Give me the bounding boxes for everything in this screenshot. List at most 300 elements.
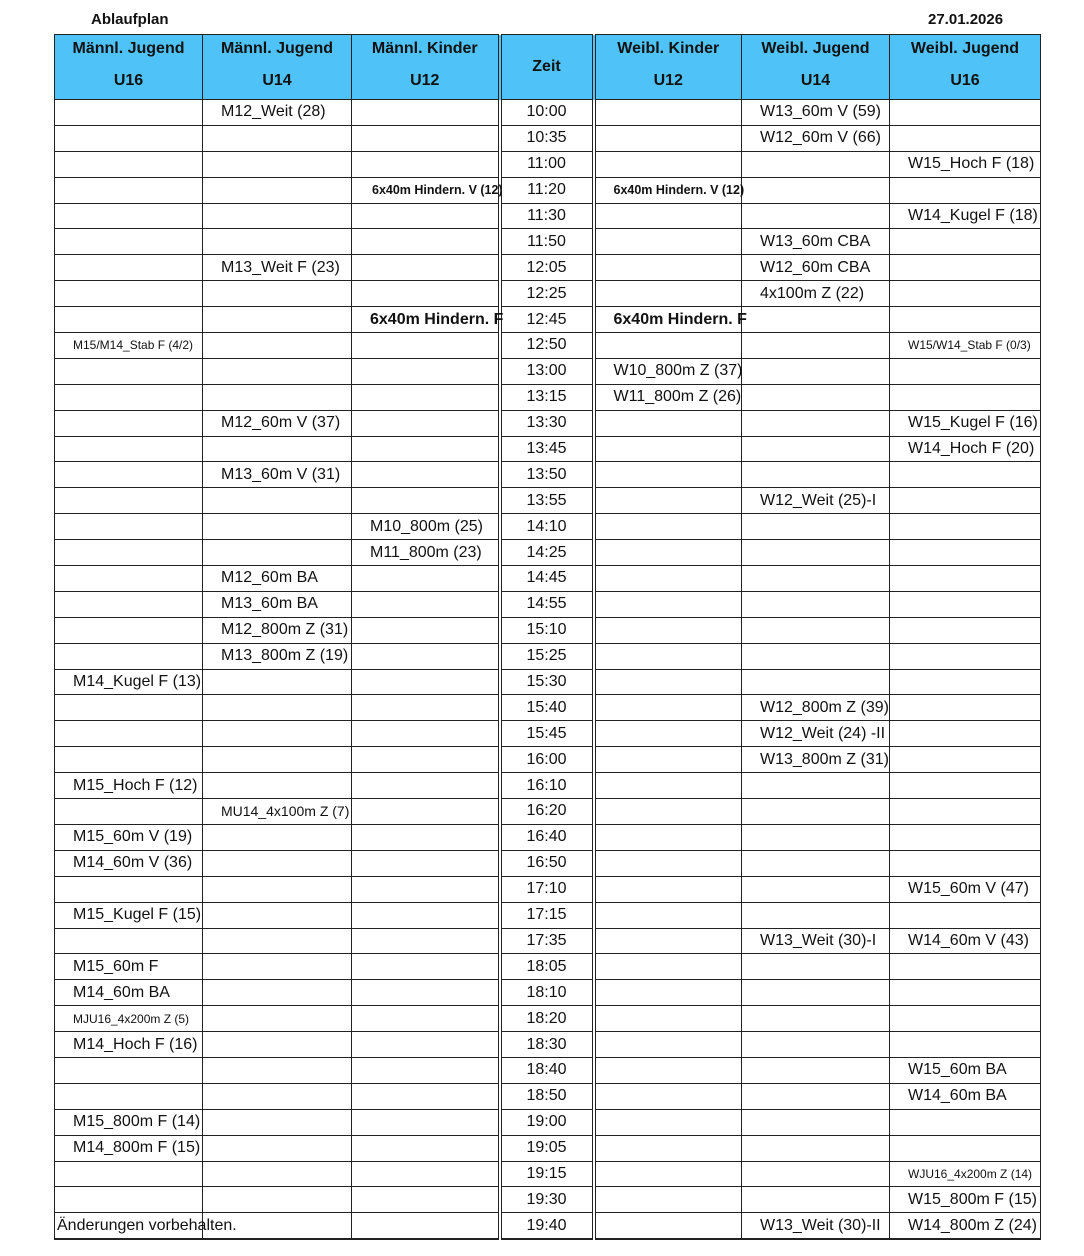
event-cell	[594, 203, 742, 229]
event-cell	[203, 384, 352, 410]
event-cell: M14_60m BA	[55, 980, 203, 1006]
column-header-age: U12	[410, 72, 440, 89]
event-cell	[594, 876, 742, 902]
time-cell: 15:40	[500, 695, 594, 721]
event-cell	[742, 436, 890, 462]
event-cell	[203, 928, 352, 954]
event-cell: M15_Kugel F (15)	[55, 902, 203, 928]
time-cell: 10:00	[500, 100, 594, 126]
table-row	[55, 203, 1041, 229]
event-cell	[203, 1109, 352, 1135]
event-cell	[352, 1057, 500, 1083]
event-cell	[742, 773, 890, 799]
table-row	[55, 125, 1041, 151]
event-cell	[742, 1187, 890, 1213]
event-cell	[352, 255, 500, 281]
table-row	[55, 229, 1041, 255]
event-cell	[594, 591, 742, 617]
time-cell: 14:45	[500, 566, 594, 592]
event-cell	[890, 721, 1041, 747]
table-row	[55, 617, 1041, 643]
event-cell	[352, 229, 500, 255]
event-cell	[203, 125, 352, 151]
event-cell	[55, 177, 203, 203]
time-cell: 12:25	[500, 281, 594, 307]
event-cell	[890, 773, 1041, 799]
time-cell: 16:10	[500, 773, 594, 799]
event-cell	[742, 643, 890, 669]
column-header-group: Männl. Jugend	[72, 40, 185, 57]
event-cell	[742, 617, 890, 643]
event-cell: W12_60m V (66)	[742, 125, 890, 151]
time-cell: 15:10	[500, 617, 594, 643]
event-cell	[594, 928, 742, 954]
time-cell: 18:50	[500, 1083, 594, 1109]
event-cell	[352, 1006, 500, 1032]
event-cell	[890, 824, 1041, 850]
time-cell: 12:45	[500, 307, 594, 333]
event-cell	[890, 514, 1041, 540]
event-cell	[890, 954, 1041, 980]
event-cell	[742, 203, 890, 229]
event-cell	[352, 1135, 500, 1161]
event-cell	[203, 514, 352, 540]
event-cell	[890, 462, 1041, 488]
event-cell	[594, 902, 742, 928]
event-cell	[55, 721, 203, 747]
event-cell	[55, 229, 203, 255]
event-cell: MJU16_4x200m Z (5)	[55, 1006, 203, 1032]
column-header-group: Männl. Kinder	[371, 40, 478, 57]
table-row	[55, 643, 1041, 669]
table-row	[55, 721, 1041, 747]
event-cell	[352, 410, 500, 436]
column-header-age: U12	[653, 72, 683, 89]
event-cell: W13_Weit (30)-I	[742, 928, 890, 954]
event-cell	[203, 1161, 352, 1187]
event-cell	[890, 281, 1041, 307]
event-cell	[203, 721, 352, 747]
time-cell: 12:05	[500, 255, 594, 281]
plan-date: 27.01.2026	[928, 11, 1004, 28]
table-row	[55, 358, 1041, 384]
event-cell: W10_800m Z (37)	[594, 358, 742, 384]
table-row	[55, 100, 1041, 126]
event-cell: W14_Hoch F (20)	[890, 436, 1041, 462]
table-row	[55, 151, 1041, 177]
table-row	[55, 1032, 1041, 1058]
table-row	[55, 333, 1041, 359]
event-cell: W13_60m V (59)	[742, 100, 890, 126]
event-cell	[55, 591, 203, 617]
event-cell	[890, 100, 1041, 126]
event-cell: W13_Weit (30)-II	[742, 1213, 890, 1239]
event-cell	[352, 566, 500, 592]
table-row	[55, 255, 1041, 281]
time-cell: 13:45	[500, 436, 594, 462]
event-cell	[742, 384, 890, 410]
schedule-table	[54, 34, 1041, 1240]
event-cell	[594, 1109, 742, 1135]
table-row	[55, 514, 1041, 540]
event-cell	[55, 410, 203, 436]
event-cell	[203, 747, 352, 773]
event-cell: W15_Hoch F (18)	[890, 151, 1041, 177]
event-cell	[352, 384, 500, 410]
table-row	[55, 436, 1041, 462]
time-cell: 19:05	[500, 1135, 594, 1161]
event-cell: W12_Weit (24) -II	[742, 721, 890, 747]
event-cell	[890, 1135, 1041, 1161]
event-cell	[55, 876, 203, 902]
event-cell	[55, 1057, 203, 1083]
time-cell: 18:10	[500, 980, 594, 1006]
table-row	[55, 410, 1041, 436]
column-header-age: U14	[262, 72, 292, 89]
column-header-zeit	[500, 35, 594, 100]
table-row	[55, 177, 1041, 203]
event-cell: M15_800m F (14)	[55, 1109, 203, 1135]
event-cell	[890, 799, 1041, 825]
event-cell: M11_800m (23)	[352, 540, 500, 566]
event-cell: W12_60m CBA	[742, 255, 890, 281]
event-cell: W14_800m Z (24)	[890, 1213, 1041, 1239]
time-cell: 15:45	[500, 721, 594, 747]
event-cell: W15_800m F (15)	[890, 1187, 1041, 1213]
event-cell: W14_60m BA	[890, 1083, 1041, 1109]
event-cell	[203, 773, 352, 799]
event-cell: M13_Weit F (23)	[203, 255, 352, 281]
event-cell	[742, 358, 890, 384]
event-cell	[352, 928, 500, 954]
event-cell	[742, 1135, 890, 1161]
event-cell	[203, 488, 352, 514]
event-cell	[890, 617, 1041, 643]
event-cell	[742, 1057, 890, 1083]
time-cell: 14:25	[500, 540, 594, 566]
event-cell	[890, 695, 1041, 721]
event-cell	[594, 281, 742, 307]
event-cell: W15_60m BA	[890, 1057, 1041, 1083]
event-cell	[352, 1109, 500, 1135]
event-cell	[55, 151, 203, 177]
event-cell: M15_Hoch F (12)	[55, 773, 203, 799]
event-cell	[203, 1006, 352, 1032]
event-cell	[203, 540, 352, 566]
event-cell	[203, 177, 352, 203]
table-row	[55, 307, 1041, 333]
event-cell	[594, 125, 742, 151]
event-cell	[742, 954, 890, 980]
event-cell	[203, 980, 352, 1006]
event-cell	[352, 1187, 500, 1213]
event-cell	[742, 1109, 890, 1135]
event-cell	[742, 902, 890, 928]
event-cell	[352, 980, 500, 1006]
table-row	[55, 1161, 1041, 1187]
event-cell	[203, 954, 352, 980]
event-cell	[594, 229, 742, 255]
event-cell	[203, 151, 352, 177]
time-cell: 16:00	[500, 747, 594, 773]
event-cell	[594, 1187, 742, 1213]
table-row	[55, 747, 1041, 773]
time-cell: 14:55	[500, 591, 594, 617]
column-header-group: Weibl. Jugend	[910, 40, 1020, 57]
table-row	[55, 824, 1041, 850]
event-cell	[203, 1135, 352, 1161]
event-cell	[55, 566, 203, 592]
event-cell	[742, 177, 890, 203]
time-cell: 16:20	[500, 799, 594, 825]
time-cell: 19:15	[500, 1161, 594, 1187]
event-cell	[742, 824, 890, 850]
column-header-wk-u12	[594, 35, 742, 100]
table-row	[55, 876, 1041, 902]
time-cell: 18:40	[500, 1057, 594, 1083]
time-cell: 19:40	[500, 1213, 594, 1239]
time-cell: 12:50	[500, 333, 594, 359]
table-row	[55, 566, 1041, 592]
event-cell: 6x40m Hindern. V (12)	[352, 177, 500, 203]
time-cell: 11:00	[500, 151, 594, 177]
event-cell	[203, 824, 352, 850]
event-cell: M12_60m BA	[203, 566, 352, 592]
event-cell	[203, 229, 352, 255]
time-cell: 18:30	[500, 1032, 594, 1058]
event-cell	[594, 410, 742, 436]
event-cell	[352, 669, 500, 695]
event-cell: MU14_4x100m Z (7)	[203, 799, 352, 825]
event-cell	[352, 1083, 500, 1109]
table-row	[55, 1057, 1041, 1083]
event-cell: M12_Weit (28)	[203, 100, 352, 126]
event-cell	[352, 1161, 500, 1187]
event-cell	[594, 824, 742, 850]
event-cell	[55, 1161, 203, 1187]
event-cell	[55, 1083, 203, 1109]
event-cell	[742, 410, 890, 436]
event-cell	[55, 747, 203, 773]
table-row	[55, 928, 1041, 954]
event-cell	[203, 281, 352, 307]
event-cell	[890, 747, 1041, 773]
event-cell: M12_800m Z (31)	[203, 617, 352, 643]
event-cell	[203, 902, 352, 928]
event-cell	[55, 695, 203, 721]
event-cell	[594, 436, 742, 462]
table-row	[55, 799, 1041, 825]
event-cell	[742, 514, 890, 540]
event-cell: W14_Kugel F (18)	[890, 203, 1041, 229]
event-cell: M14_Kugel F (13)	[55, 669, 203, 695]
event-cell: W13_800m Z (31)	[742, 747, 890, 773]
event-cell	[352, 695, 500, 721]
time-cell: 15:25	[500, 643, 594, 669]
table-row	[55, 591, 1041, 617]
table-row	[55, 954, 1041, 980]
event-cell	[890, 669, 1041, 695]
time-cell: 19:00	[500, 1109, 594, 1135]
event-cell: Änderungen vorbehalten.	[55, 1213, 203, 1239]
event-cell	[890, 1006, 1041, 1032]
event-cell: M10_800m (25)	[352, 514, 500, 540]
event-cell	[742, 540, 890, 566]
event-cell	[55, 617, 203, 643]
event-cell	[352, 850, 500, 876]
event-cell	[55, 488, 203, 514]
event-cell	[594, 1161, 742, 1187]
event-cell: W12_800m Z (39)	[742, 695, 890, 721]
event-cell	[742, 151, 890, 177]
column-header-mk-u12	[352, 35, 500, 100]
table-row	[55, 384, 1041, 410]
event-cell	[594, 954, 742, 980]
event-cell	[55, 514, 203, 540]
event-cell: W15_Kugel F (16)	[890, 410, 1041, 436]
event-cell	[742, 850, 890, 876]
event-cell: M13_60m BA	[203, 591, 352, 617]
event-cell: M15_60m V (19)	[55, 824, 203, 850]
table-row	[55, 1109, 1041, 1135]
event-cell	[203, 669, 352, 695]
table-row	[55, 488, 1041, 514]
event-cell	[890, 850, 1041, 876]
table-row	[55, 695, 1041, 721]
event-cell: 6x40m Hindern. V (12)	[594, 177, 742, 203]
event-cell	[55, 358, 203, 384]
event-cell: M14_Hoch F (16)	[55, 1032, 203, 1058]
event-cell	[55, 307, 203, 333]
event-cell: M15_60m F	[55, 954, 203, 980]
event-cell	[352, 747, 500, 773]
event-cell	[890, 255, 1041, 281]
event-cell	[594, 1057, 742, 1083]
event-cell	[352, 100, 500, 126]
event-cell	[742, 591, 890, 617]
event-cell	[594, 333, 742, 359]
column-header-group: Weibl. Jugend	[761, 40, 870, 57]
event-cell	[890, 643, 1041, 669]
event-cell	[55, 643, 203, 669]
event-cell	[55, 203, 203, 229]
column-header-group: Männl. Jugend	[221, 40, 333, 57]
event-cell	[594, 617, 742, 643]
event-cell	[352, 799, 500, 825]
event-cell	[203, 876, 352, 902]
event-cell	[742, 1032, 890, 1058]
event-cell	[352, 125, 500, 151]
event-cell	[890, 980, 1041, 1006]
time-cell: 18:20	[500, 1006, 594, 1032]
event-cell	[742, 799, 890, 825]
time-cell: 13:15	[500, 384, 594, 410]
event-cell	[55, 255, 203, 281]
event-cell	[352, 773, 500, 799]
event-cell: 6x40m Hindern. F	[594, 307, 742, 333]
event-cell	[594, 1213, 742, 1239]
event-cell: W14_60m V (43)	[890, 928, 1041, 954]
event-cell	[55, 540, 203, 566]
event-cell	[890, 591, 1041, 617]
time-cell: 17:10	[500, 876, 594, 902]
event-cell	[890, 125, 1041, 151]
event-cell	[594, 1135, 742, 1161]
event-cell: 6x40m Hindern. F	[352, 307, 500, 333]
event-cell	[594, 980, 742, 1006]
time-cell: 11:20	[500, 177, 594, 203]
event-cell: M15/M14_Stab F (4/2)	[55, 333, 203, 359]
event-cell	[203, 1057, 352, 1083]
event-cell	[594, 1032, 742, 1058]
event-cell	[594, 540, 742, 566]
event-cell	[594, 151, 742, 177]
event-cell	[352, 281, 500, 307]
table-row	[55, 1135, 1041, 1161]
event-cell	[55, 125, 203, 151]
event-cell	[55, 384, 203, 410]
event-cell: M14_60m V (36)	[55, 850, 203, 876]
event-cell	[352, 721, 500, 747]
event-cell	[890, 902, 1041, 928]
event-cell	[55, 1187, 203, 1213]
event-cell: M13_60m V (31)	[203, 462, 352, 488]
event-cell	[55, 799, 203, 825]
event-cell	[352, 591, 500, 617]
column-header-age: U14	[800, 72, 831, 89]
time-cell: 13:00	[500, 358, 594, 384]
event-cell	[742, 566, 890, 592]
event-cell	[594, 695, 742, 721]
event-cell: WJU16_4x200m Z (14)	[890, 1161, 1041, 1187]
column-header-wj-u14	[742, 35, 890, 100]
event-cell: M14_800m F (15)	[55, 1135, 203, 1161]
event-cell	[352, 617, 500, 643]
time-cell: 11:30	[500, 203, 594, 229]
event-cell	[594, 850, 742, 876]
event-cell: W12_Weit (25)-I	[742, 488, 890, 514]
event-cell	[742, 669, 890, 695]
event-cell	[352, 462, 500, 488]
event-cell	[203, 850, 352, 876]
event-cell	[203, 358, 352, 384]
event-cell	[203, 203, 352, 229]
time-cell: 18:05	[500, 954, 594, 980]
time-cell: 13:50	[500, 462, 594, 488]
event-cell	[594, 566, 742, 592]
event-cell	[594, 721, 742, 747]
event-cell: M13_800m Z (19)	[203, 643, 352, 669]
event-cell	[742, 1161, 890, 1187]
event-cell	[594, 773, 742, 799]
column-header-age: U16	[950, 72, 980, 89]
table-row	[55, 850, 1041, 876]
time-cell: 14:10	[500, 514, 594, 540]
event-cell	[742, 333, 890, 359]
time-cell: 17:15	[500, 902, 594, 928]
table-row	[55, 1006, 1041, 1032]
event-cell	[890, 307, 1041, 333]
event-cell: W13_60m CBA	[742, 229, 890, 255]
event-cell	[742, 1083, 890, 1109]
event-cell	[203, 307, 352, 333]
event-cell: 4x100m Z (22)	[742, 281, 890, 307]
event-cell	[203, 695, 352, 721]
event-cell	[55, 281, 203, 307]
table-row	[55, 1187, 1041, 1213]
schedule-header	[55, 35, 1041, 100]
event-cell	[594, 747, 742, 773]
